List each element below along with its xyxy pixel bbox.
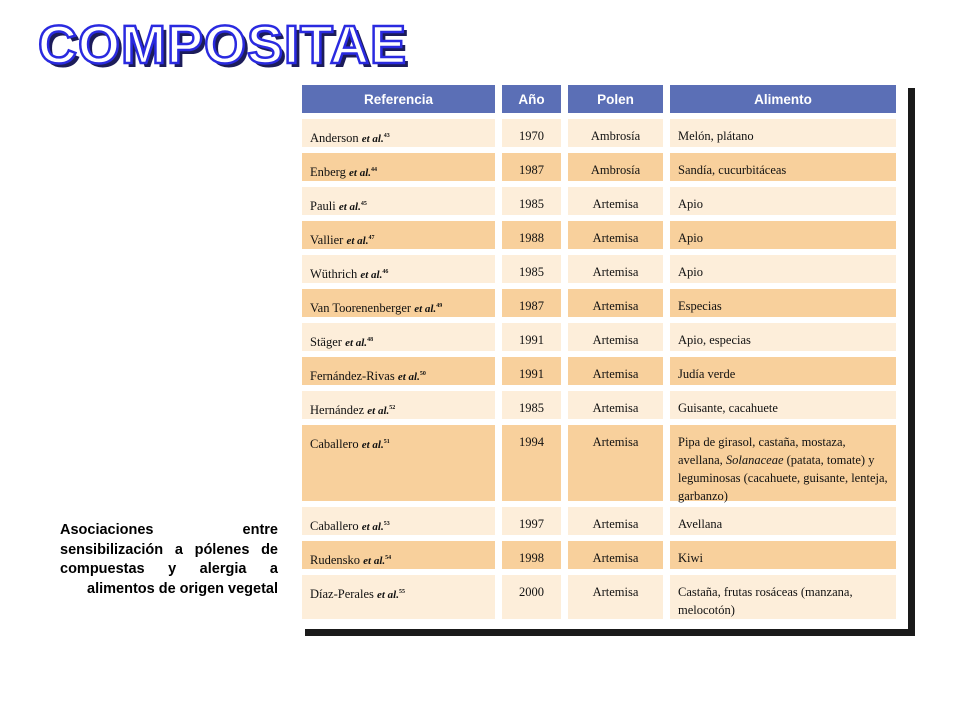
figure-caption: Asociaciones entre sensibilización a pólenes de compuestas y alergia a alimentos de origen vegetal	[60, 522, 278, 597]
cell-food: Apio, especias	[670, 323, 896, 351]
cell-food: Avellana	[670, 507, 896, 535]
reference-number: 44	[371, 167, 377, 173]
reference-number: 46	[382, 269, 389, 275]
cell-year: 1985	[502, 187, 561, 215]
cell-food: Melón, plátano	[670, 119, 896, 147]
cell-year: 1987	[502, 153, 561, 181]
author-name: Anderson	[310, 131, 359, 146]
author-name: Pauli	[310, 199, 336, 214]
cell-reference	[302, 153, 495, 181]
cell-year: 1985	[502, 391, 561, 419]
author-name: Stäger	[310, 335, 342, 350]
cell-food: Castaña, frutas rosáceas (manzana, melocotón)	[670, 575, 896, 619]
et-al-text: et al.	[361, 133, 384, 146]
reference-number: 51	[383, 439, 390, 445]
table-row	[302, 187, 896, 215]
reference-number: 48	[367, 337, 374, 343]
cell-food: Apio	[670, 187, 896, 215]
food-text-italic: Solanaceae	[725, 453, 784, 467]
table-row	[302, 289, 896, 317]
cell-food: Especias	[670, 289, 896, 317]
cell-year: 1988	[502, 221, 561, 249]
author-name: Fernández-Rivas	[310, 369, 395, 384]
table-row	[302, 391, 896, 419]
food-text: Pipa de girasol, castaña, mostaza, avellana,	[678, 435, 846, 467]
table-row	[302, 221, 896, 249]
cell-pollen: Artemisa	[568, 221, 663, 249]
reference-number: 47	[368, 235, 375, 241]
cell-year: 1994	[502, 425, 561, 501]
cell-reference	[302, 289, 495, 317]
reference-number: 54	[385, 555, 392, 561]
cell-reference	[302, 507, 495, 535]
cell-food: Judía verde	[670, 357, 896, 385]
cell-reference	[302, 119, 495, 147]
reference-number: 49	[436, 303, 443, 309]
table-row	[302, 255, 896, 283]
et-al-text: et al.	[338, 201, 361, 214]
cell-pollen: Ambrosía	[568, 119, 663, 147]
et-al-text: et al.	[349, 167, 371, 180]
cell-food	[670, 425, 896, 501]
association-table	[298, 81, 908, 629]
cell-food: Apio	[670, 255, 896, 283]
author-name: Díaz-Perales	[310, 587, 374, 602]
cell-year: 1987	[502, 289, 561, 317]
cell-pollen: Artemisa	[568, 357, 663, 385]
author-name: Hernández	[310, 403, 365, 418]
cell-pollen: Artemisa	[568, 541, 663, 569]
cell-pollen: Artemisa	[568, 323, 663, 351]
cell-food: Kiwi	[670, 541, 896, 569]
cell-pollen: Artemisa	[568, 507, 663, 535]
header-alimento: Alimento	[670, 85, 896, 113]
et-al-text: et al.	[345, 337, 368, 350]
reference-number: 52	[389, 405, 396, 411]
cell-reference	[302, 541, 495, 569]
reference-number: 55	[398, 589, 405, 595]
et-al-text: et al.	[361, 439, 384, 452]
cell-pollen: Artemisa	[568, 425, 663, 501]
slide-title: COMPOSITAE	[38, 15, 408, 75]
author-name: Caballero	[310, 519, 359, 534]
et-al-text: et al.	[376, 589, 399, 602]
author-name: Enberg	[310, 165, 346, 180]
cell-year: 1970	[502, 119, 561, 147]
cell-pollen: Artemisa	[568, 391, 663, 419]
author-name: Van Toorenenberger	[310, 301, 412, 316]
table-row	[302, 541, 896, 569]
table-rows	[302, 119, 896, 619]
cell-reference	[302, 391, 495, 419]
et-al-text: et al.	[414, 303, 437, 316]
cell-pollen: Artemisa	[568, 289, 663, 317]
cell-reference	[302, 187, 495, 215]
cell-food: Sandía, cucurbitáceas	[670, 153, 896, 181]
cell-food: Apio	[670, 221, 896, 249]
et-al-text: et al.	[397, 371, 420, 384]
author-name: Vallier	[310, 233, 344, 248]
cell-year: 1997	[502, 507, 561, 535]
cell-year: 1991	[502, 357, 561, 385]
cell-food: Guisante, cacahuete	[670, 391, 896, 419]
cell-reference	[302, 255, 495, 283]
cell-reference	[302, 575, 495, 619]
author-name: Caballero	[310, 437, 359, 452]
table-row	[302, 119, 896, 147]
reference-number: 43	[383, 133, 390, 139]
et-al-text: et al.	[360, 269, 383, 282]
reference-number: 45	[360, 201, 367, 207]
reference-number: 50	[419, 371, 426, 377]
table-row	[302, 425, 896, 501]
table-row	[302, 323, 896, 351]
header-ano: Año	[502, 85, 561, 113]
cell-pollen: Ambrosía	[568, 153, 663, 181]
cell-year: 2000	[502, 575, 561, 619]
cell-year: 1998	[502, 541, 561, 569]
table-row	[302, 507, 896, 535]
cell-year: 1991	[502, 323, 561, 351]
et-al-text: et al.	[361, 521, 384, 534]
food-text: (patata, tomate) y leguminosas (cacahuete, guisante, lenteja, garbanzo)	[678, 453, 888, 503]
et-al-text: et al.	[363, 555, 386, 568]
table-row	[302, 575, 896, 619]
author-name: Wüthrich	[310, 267, 358, 282]
cell-pollen: Artemisa	[568, 187, 663, 215]
header-referencia: Referencia	[302, 85, 495, 113]
cell-reference	[302, 357, 495, 385]
et-al-text: et al.	[346, 235, 369, 248]
reference-number: 53	[383, 521, 390, 527]
cell-pollen: Artemisa	[568, 575, 663, 619]
table-row	[302, 357, 896, 385]
cell-year: 1985	[502, 255, 561, 283]
author-name: Rudensko	[310, 553, 360, 568]
cell-reference	[302, 425, 495, 501]
cell-reference	[302, 221, 495, 249]
et-al-text: et al.	[367, 405, 390, 418]
cell-reference	[302, 323, 495, 351]
table-body	[302, 85, 896, 625]
table-header-row	[302, 85, 896, 113]
header-polen: Polen	[568, 85, 663, 113]
table-row	[302, 153, 896, 181]
cell-pollen: Artemisa	[568, 255, 663, 283]
